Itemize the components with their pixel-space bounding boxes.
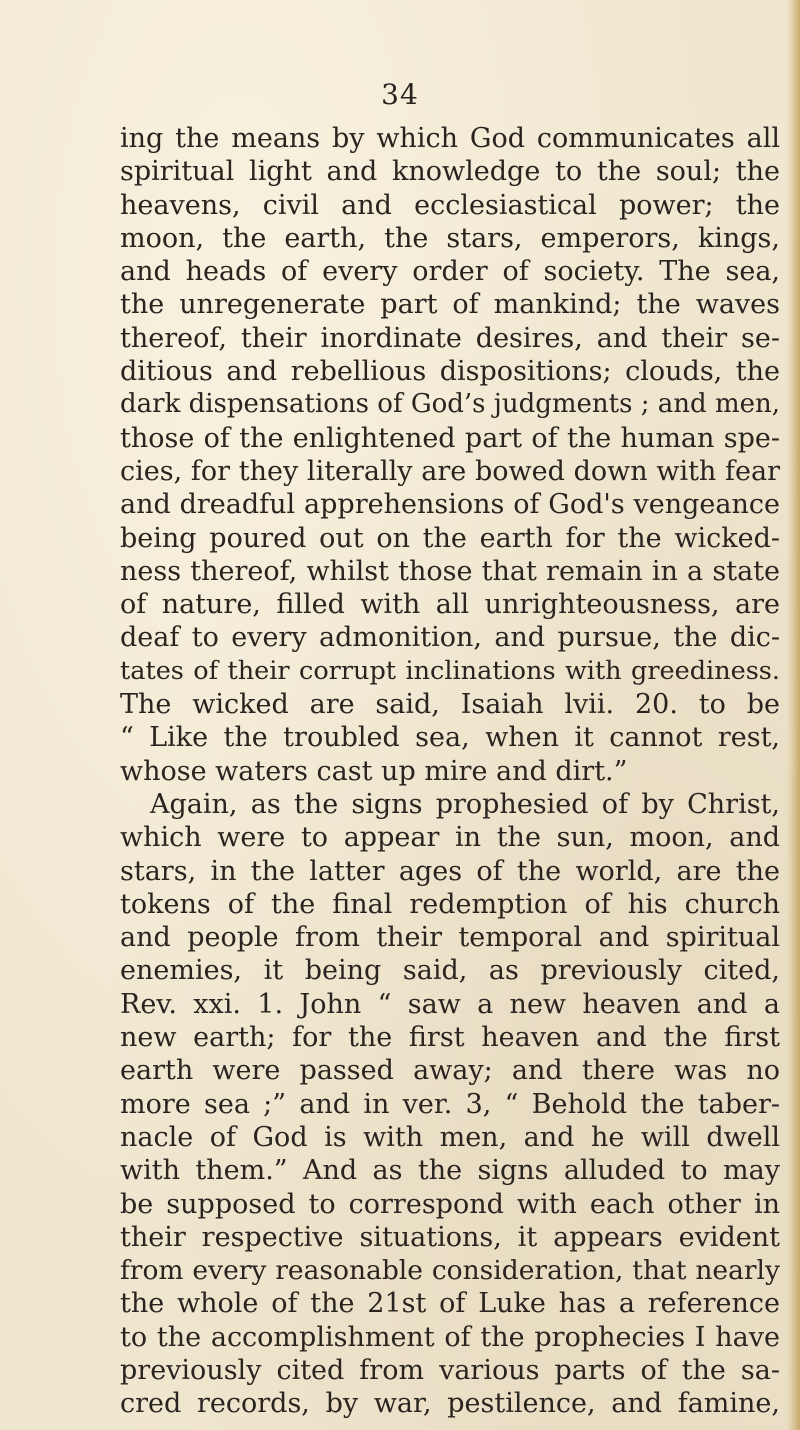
text-line: and dreadful apprehensions of God's vengeance xyxy=(120,489,780,521)
text-line: tokens of the final redemption of his church xyxy=(120,888,780,920)
text-line: of nature, filled with all unrighteousness, are xyxy=(120,589,780,621)
text-line: heavens, civil and ecclesiastical power; the xyxy=(120,189,780,221)
text-line: which were to appear in the sun, moon, and xyxy=(120,822,780,854)
text-line: from every reasonable consideration, that nearly xyxy=(120,1255,780,1287)
text-line: being poured out on the earth for the wicked- xyxy=(120,522,780,554)
text-line: spiritual light and knowledge to the soul; the xyxy=(120,156,780,188)
text-line-paragraph-start: Again, as the signs prophesied of by Christ, xyxy=(150,788,780,820)
text-line: tates of their corrupt inclinations with greediness. xyxy=(120,655,780,686)
text-line: and people from their temporal and spiritual xyxy=(120,922,780,954)
text-line: the whole of the 21st of Luke has a reference xyxy=(120,1288,780,1320)
text-line: ness thereof, whilst those that remain in a state xyxy=(120,555,780,587)
text-line: enemies, it being said, as previously cited, xyxy=(120,955,780,987)
text-line: and heads of every order of society. The sea, xyxy=(120,256,780,288)
text-line: more sea ;” and in ver. 3, “ Behold the taber- xyxy=(120,1088,780,1120)
page-edge-shadow xyxy=(786,0,800,1430)
text-line: be supposed to correspond with each other in xyxy=(120,1188,780,1220)
text-line: new earth; for the first heaven and the first xyxy=(120,1022,780,1054)
text-line: stars, in the latter ages of the world, are the xyxy=(120,855,780,887)
text-line: with them.” And as the signs alluded to may xyxy=(120,1155,780,1187)
text-line: deaf to every admonition, and pursue, the dic- xyxy=(120,622,780,654)
text-line: whose waters cast up mire and dirt.” xyxy=(120,755,628,787)
text-line: their respective situations, it appears evident xyxy=(120,1221,780,1253)
text-line: those of the enlightened part of the human spe- xyxy=(120,422,780,454)
body-text xyxy=(120,122,780,1421)
text-line: “ Like the troubled sea, when it cannot rest, xyxy=(120,722,780,754)
text-line: ditious and rebellious dispositions; clouds, the xyxy=(120,356,780,388)
text-line: previously cited from various parts of the sa- xyxy=(120,1354,780,1386)
page-number: 34 xyxy=(381,78,419,111)
text-line: nacle of God is with men, and he will dwell xyxy=(120,1121,780,1153)
text-line: cies, for they literally are bowed down with fear xyxy=(120,455,780,487)
text-line: ing the means by which God communicates all xyxy=(120,123,780,154)
text-line: cred records, by war, pestilence, and famine, xyxy=(120,1388,780,1420)
text-line: The wicked are said, Isaiah lvii. 20. to be xyxy=(120,689,780,721)
text-line: the unregenerate part of mankind; the waves xyxy=(120,289,780,321)
text-line: earth were passed away; and there was no xyxy=(120,1055,780,1087)
text-line: thereof, their inordinate desires, and their se- xyxy=(120,322,780,354)
text-line: dark dispensations of God’s judgments ; and men, xyxy=(120,389,780,420)
text-line: moon, the earth, the stars, emperors, kings, xyxy=(120,222,780,254)
text-line: Rev. xxi. 1. John “ saw a new heaven and a xyxy=(120,988,780,1020)
text-line: to the accomplishment of the prophecies I have xyxy=(120,1321,780,1353)
